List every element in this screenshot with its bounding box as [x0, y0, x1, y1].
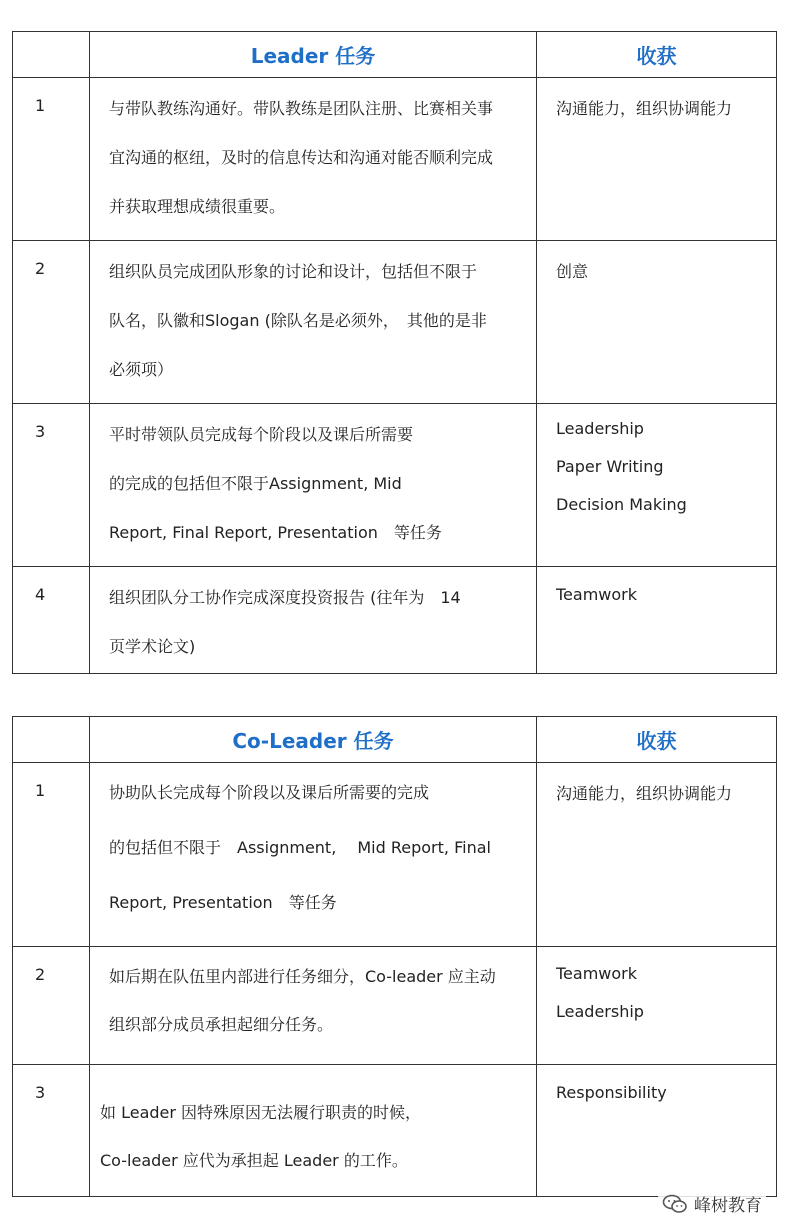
- gain-cell: [537, 567, 777, 674]
- task-cell: [90, 567, 537, 674]
- task-line: 的包括但不限于 Assignment, Mid Report, Final: [109, 838, 491, 857]
- gain-line: 创意: [556, 262, 589, 281]
- task-cell: [90, 1065, 537, 1197]
- row-index: 1: [13, 78, 90, 241]
- task-cell: [90, 241, 537, 404]
- task-line: 与带队教练沟通好。带队教练是团队注册、比赛相关事: [109, 99, 494, 118]
- gain-line: Responsibility: [556, 1083, 667, 1102]
- row-index: 3: [13, 1065, 90, 1197]
- task-line: 组织部分成员承担起细分任务。: [109, 1015, 334, 1034]
- table-header-row: [13, 717, 777, 763]
- watermark-text: 峰树教育: [694, 1196, 762, 1216]
- index-header: [13, 32, 90, 78]
- gain-line: 沟通能力，组织协调能力: [556, 99, 733, 118]
- watermark: [658, 1191, 766, 1216]
- task-header: Co-Leader 任务: [90, 717, 537, 763]
- table-row: [13, 404, 777, 567]
- gain-cell: [537, 947, 777, 1065]
- task-line: Report, Presentation 等任务: [109, 893, 337, 912]
- task-cell: [90, 947, 537, 1065]
- gain-line: Decision Making: [556, 495, 687, 514]
- table-row: [13, 947, 777, 1065]
- gain-header: 收获: [537, 32, 777, 78]
- task-cell: [90, 404, 537, 567]
- task-cell: [90, 78, 537, 241]
- gain-cell: [537, 78, 777, 241]
- table-row: [13, 241, 777, 404]
- task-line: 如 Leader 因特殊原因无法履行职责的时候，: [100, 1103, 422, 1122]
- gain-cell: [537, 763, 777, 947]
- task-line: 如后期在队伍里内部进行任务细分，Co-leader 应主动: [109, 967, 496, 986]
- task-line: 页学术论文): [109, 637, 196, 656]
- task-line: Report, Final Report, Presentation 等任务: [109, 523, 442, 542]
- row-index: 2: [13, 947, 90, 1065]
- gain-line: Teamwork: [556, 964, 638, 983]
- index-header: [13, 717, 90, 763]
- task-cell: [90, 763, 537, 947]
- gain-header: 收获: [537, 717, 777, 763]
- gain-line: Paper Writing: [556, 457, 664, 476]
- task-line: 宜沟通的枢纽，及时的信息传达和沟通对能否顺利完成: [109, 148, 494, 167]
- task-line: Co-leader 应代为承担起 Leader 的工作。: [100, 1151, 408, 1170]
- gain-cell: [537, 241, 777, 404]
- gain-line: Leadership: [556, 419, 644, 438]
- task-line: 协助队长完成每个阶段以及课后所需要的完成: [109, 783, 430, 802]
- table-row: [13, 567, 777, 674]
- leader-task-table: [12, 31, 777, 674]
- gain-line: Teamwork: [556, 585, 638, 604]
- task-header: Leader 任务: [90, 32, 537, 78]
- task-line: 必须项）: [109, 360, 174, 379]
- row-index: 4: [13, 567, 90, 674]
- task-line: 并获取理想成绩很重要。: [109, 197, 286, 216]
- task-line: 的完成的包括但不限于Assignment, Mid: [109, 474, 402, 493]
- task-line: 组织队员完成团队形象的讨论和设计，包括但不限于: [109, 262, 478, 281]
- wechat-icon: [662, 1194, 688, 1214]
- gain-line: Leadership: [556, 1002, 644, 1021]
- task-line: 队名，队徽和Slogan (除队名是必须外， 其他的是非: [109, 311, 487, 330]
- table-row: [13, 78, 777, 241]
- table-row: [13, 1065, 777, 1197]
- row-index: 3: [13, 404, 90, 567]
- task-line: 平时带领队员完成每个阶段以及课后所需要: [109, 425, 414, 444]
- gain-line: 沟通能力，组织协调能力: [556, 784, 733, 803]
- gain-cell: [537, 404, 777, 567]
- row-index: 1: [13, 763, 90, 947]
- coleader-task-table: [12, 716, 777, 1197]
- task-line: 组织团队分工协作完成深度投资报告 (往年为 14: [109, 588, 461, 607]
- table-row: [13, 763, 777, 947]
- row-index: 2: [13, 241, 90, 404]
- table-header-row: [13, 32, 777, 78]
- gain-cell: [537, 1065, 777, 1197]
